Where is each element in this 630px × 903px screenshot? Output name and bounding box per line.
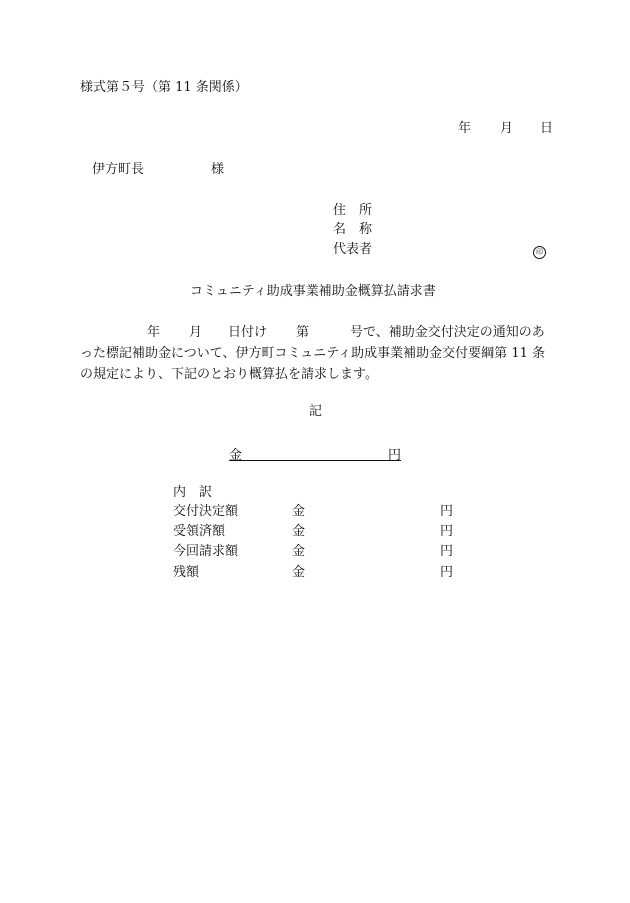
breakdown-kin: 金 <box>292 504 306 519</box>
body-line-2: った標記補助金について、伊方町コミュニティ助成事業補助金交付要綱第 11 条 <box>80 346 545 361</box>
breakdown-yen: 円 <box>440 544 454 559</box>
seal-icon: 印 <box>533 243 546 259</box>
body-paragraph <box>80 322 552 385</box>
breakdown-yen: 円 <box>440 504 454 519</box>
breakdown-header: 内 訳 <box>173 485 213 500</box>
amount-line <box>229 444 401 461</box>
breakdown-label: 受領済額 <box>173 524 226 539</box>
breakdown-kin: 金 <box>292 544 306 559</box>
name-label: 名 称 <box>333 222 373 237</box>
date-day: 日 <box>540 121 554 136</box>
document-title: コミュニティ助成事業補助金概算払請求書 <box>190 284 436 299</box>
breakdown-yen: 円 <box>440 565 454 580</box>
body-month: 月 <box>189 325 203 340</box>
amount-kin: 金 <box>229 448 243 463</box>
breakdown-label: 残額 <box>173 565 200 580</box>
body-dai: 第 <box>296 325 310 340</box>
body-line-3: の規定により、下記のとおり概算払を請求します。 <box>80 367 378 382</box>
amount-yen: 円 <box>387 448 401 463</box>
date-month: 月 <box>500 121 514 136</box>
form-number: 様式第５号（第 11 条関係） <box>80 80 248 95</box>
breakdown-label: 交付決定額 <box>173 504 239 519</box>
breakdown-kin: 金 <box>292 565 306 580</box>
addressee-name: 伊方町長 <box>92 162 145 177</box>
ki-heading: 記 <box>309 404 323 419</box>
breakdown-label: 今回請求額 <box>173 544 239 559</box>
breakdown-yen: 円 <box>440 524 454 539</box>
body-line-1 <box>80 322 552 343</box>
body-day: 日付け <box>228 325 268 340</box>
addressee-honorific: 様 <box>211 162 225 177</box>
breakdown-kin: 金 <box>292 524 306 539</box>
body-rest: 号で、補助金交付決定の通知のあ <box>350 325 545 340</box>
address-label: 住 所 <box>333 203 373 218</box>
date-year: 年 <box>458 121 472 136</box>
representative-label: 代表者 <box>333 242 373 257</box>
body-year: 年 <box>147 325 161 340</box>
